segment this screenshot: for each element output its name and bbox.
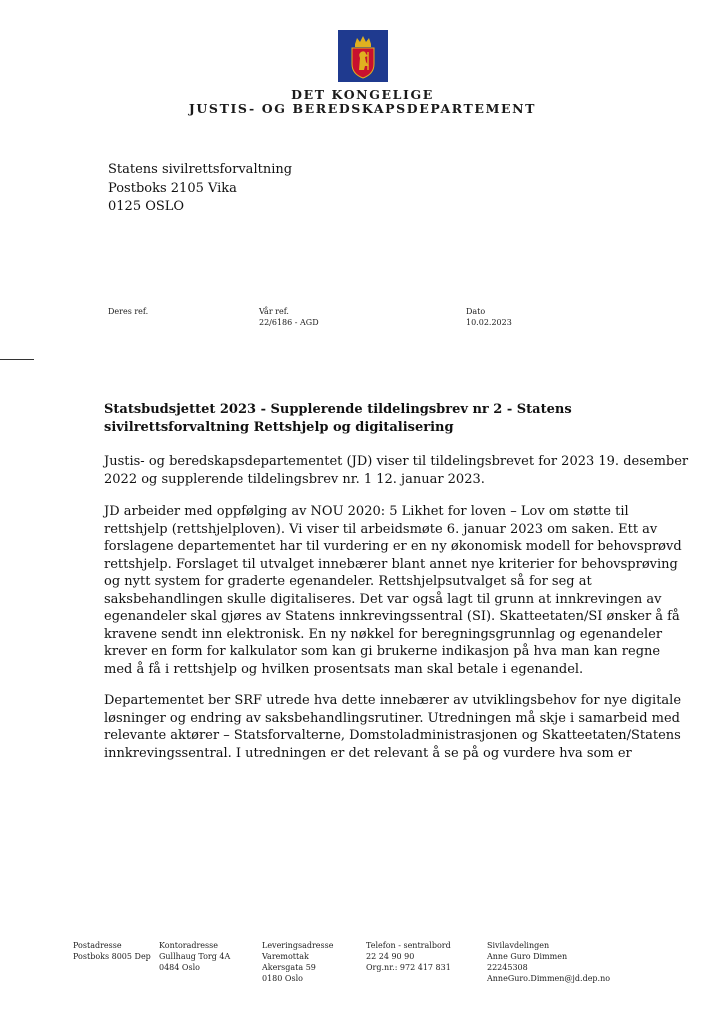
date-value: 10.02.2023 (466, 318, 512, 327)
body-paragraph-1 (104, 453, 689, 488)
footer-kontoradresse-label: Kontoradresse (159, 941, 218, 950)
body-line: Justis- og beredskapsdepartementet (JD) viser til tildelingsbrevet for 2023 19. desember (104, 454, 689, 469)
body-line: forslagene departementet har til vurdering er en ny økonomisk modell for behovsprøvd (104, 539, 682, 554)
fold-mark-divider (0, 359, 34, 360)
norwegian-royal-lion-crest-icon (338, 30, 388, 82)
body-line: løsninger og endring av saksbehandlingsrutiner. Utredningen må skje i samarbeid med (104, 710, 681, 726)
footer-telefon (366, 940, 451, 973)
footer-kontoradresse (159, 940, 230, 973)
footer-orgnr: Org.nr.: 972 417 831 (366, 963, 451, 972)
body-line: saksbehandlingen skulle digitaliseres. Det var også lagt til grunn at innkrevingen av (104, 591, 662, 607)
department-name-line1: DET KONGELIGE (291, 87, 434, 102)
body-line: egenandeler skal gjøres av Statens innkrevingssentral (SI). Skatteetaten/SI ønsker å få (104, 609, 680, 624)
department-name-line2: JUSTIS- OG BEREDSKAPSDEPARTEMENT (188, 101, 537, 116)
footer-leveringsadresse-line1: Varemottak (262, 952, 309, 961)
body-paragraph-2 (104, 503, 682, 678)
footer-postadresse-label: Postadresse (73, 941, 122, 950)
recipient-postbox: Postboks 2105 Vika (108, 180, 237, 196)
footer-postadresse-line1: Postboks 8005 Dep (73, 952, 151, 961)
subject-line1: Statsbudsjettet 2023 - Supplerende tildelingsbrev nr 2 - Statens (104, 402, 572, 417)
footer-avdeling-label: Sivilavdelingen (487, 941, 550, 950)
body-line: JD arbeider med oppfølging av NOU 2020: 5 Likhet for loven – Lov om støtte til (104, 504, 629, 519)
footer-avdeling (487, 940, 610, 984)
body-line: Departementet ber SRF utrede hva dette innebærer av utviklingsbehov for nye digitale (104, 693, 682, 708)
footer-kontoradresse-line1: Gullhaug Torg 4A (159, 952, 231, 961)
footer-telefon-label: Telefon - sentralbord (366, 941, 451, 950)
body-line: kravene sendt inn elektronisk. En ny nøkkel for beregningsgrunnlag og egenandeler (104, 626, 663, 642)
footer-leveringsadresse-label: Leveringsadresse (262, 941, 334, 950)
footer-kontoradresse-line2: 0484 Oslo (159, 963, 200, 972)
footer-contact-email[interactable]: AnneGuro.Dimmen@jd.dep.no (487, 974, 611, 983)
body-line: innkrevingssentral. I utredningen er det relevant å se på og vurdere hva som er (104, 745, 632, 761)
recipient-name: Statens sivilrettsforvaltning (108, 162, 293, 177)
footer-postadresse (73, 940, 151, 962)
footer-contact-phone: 22245308 (487, 963, 528, 972)
body-line: rettshjelp (rettshjelploven). Vi viser til arbeidsmøte 6. januar 2023 om saken. Ett av (104, 521, 658, 537)
body-line: med å få i rettshjelp og hvilken prosentsats man skal betale i egenandel. (104, 661, 584, 677)
letter-subject (104, 401, 644, 437)
body-line: 2022 og supplerende tildelingsbrev nr. 1 12. januar 2023. (104, 471, 485, 487)
body-line: rettshjelp. Forslaget til utvalget innebærer blant annet nye kriterier for behovsprøving (104, 556, 678, 572)
body-line: krever en form for kalkulator som kan gi brukerne indikasjon på hva man kan regne (104, 644, 661, 659)
var-ref-value: 22/6186 - AGD (259, 318, 319, 327)
recipient-postcode: 0125 OSLO (108, 199, 185, 214)
body-line: relevante aktører – Statsforvalterne, Domstoladministrasjonen og Skatteetaten/Statens (104, 728, 681, 743)
var-ref-label: Vår ref. (259, 307, 289, 316)
footer-leveringsadresse-line2: Akersgata 59 (262, 963, 316, 972)
deres-ref-label: Deres ref. (108, 307, 149, 316)
footer-leveringsadresse (262, 940, 333, 984)
body-line: og nytt system for graderte egenandeler. Rettshjelpsutvalget så for seg at (104, 574, 592, 589)
date-ref (466, 306, 512, 328)
date-label: Dato (466, 307, 486, 316)
footer-contact-name: Anne Guro Dimmen (487, 952, 568, 961)
footer-telefon-number: 22 24 90 90 (366, 952, 415, 961)
deres-ref (108, 306, 148, 317)
var-ref (259, 306, 319, 328)
footer-leveringsadresse-line3: 0180 Oslo (262, 974, 303, 983)
subject-line2: sivilrettsforvaltning Rettshjelp og digitalisering (104, 420, 454, 435)
recipient-address (108, 161, 292, 217)
body-paragraph-3 (104, 692, 682, 762)
